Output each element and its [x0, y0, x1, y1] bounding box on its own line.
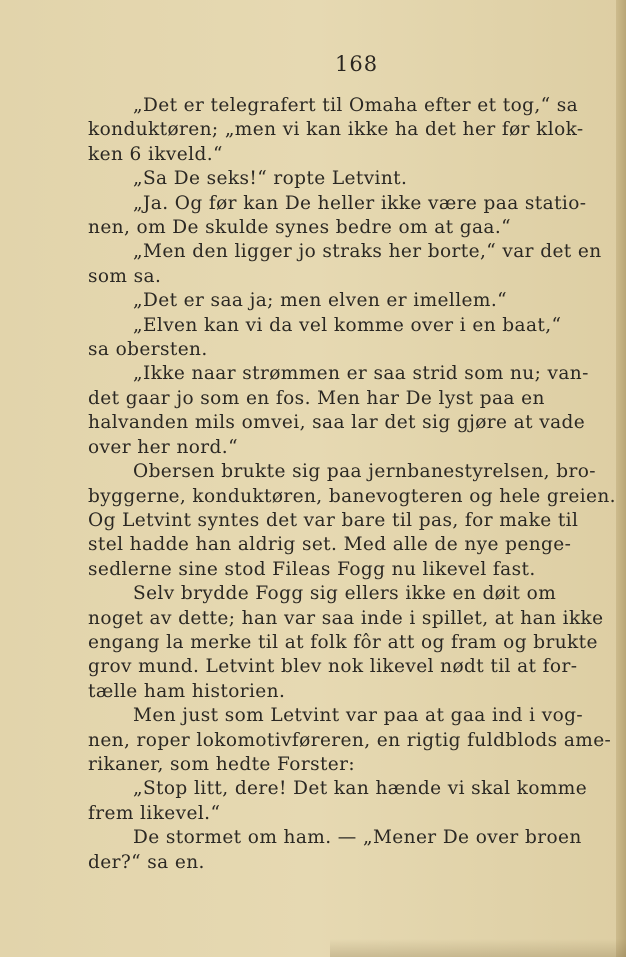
text-line: over her nord.“ [88, 436, 238, 458]
paragraph [88, 777, 608, 826]
text-line: Obersen brukte sig paa jernbanestyrelsen, bro- [133, 461, 596, 483]
text-line: Selv brydde Fogg sig ellers ikke en døit om [133, 583, 557, 605]
text-line: engang la merke til at folk fôr att og fram og brukte [88, 631, 598, 653]
text-line: halvanden mils omvei, saa lar det sig gjøre at vade [88, 412, 586, 434]
text-line: grov mund. Letvint blev nok likevel nødt til at for- [88, 656, 578, 678]
body-text [88, 94, 616, 875]
text-line: nen, om De skulde synes bedre om at gaa.“ [88, 217, 512, 239]
text-line: „Ikke naar strømmen er saa strid som nu; van- [133, 363, 589, 385]
text-line: stel hadde han aldrig set. Med alle de nye penge- [88, 534, 572, 556]
text-line: Men just som Letvint var paa at gaa ind i vog- [133, 705, 584, 727]
text-line: Og Letvint syntes det var bare til pas, for make til [88, 509, 579, 531]
text-line: byggerne, konduktøren, banevogteren og hele greien. [88, 485, 616, 507]
paragraph [88, 94, 608, 167]
text-line: „Det er saa ja; men elven er imellem.“ [133, 290, 507, 312]
text-line: som sa. [88, 265, 162, 287]
paragraph [88, 704, 612, 777]
paragraph [88, 362, 608, 460]
text-line: „Det er telegrafert til Omaha efter et tog,“ sa [133, 95, 579, 116]
text-line: „Ja. Og før kan De heller ikke være paa statio- [133, 192, 587, 214]
paragraph [88, 314, 608, 363]
text-line: „Men den ligger jo straks her borte,“ var det en [133, 241, 602, 263]
text-line: De stormet om ham. — „Mener De over broen [133, 827, 582, 849]
text-line: nen, roper lokomotivføreren, en rigtig fuldblods ame- [88, 729, 612, 751]
paragraph [88, 240, 608, 289]
paragraph [88, 460, 616, 582]
page-edge [616, 0, 626, 957]
paragraph [88, 826, 608, 875]
page-shadow [330, 939, 626, 957]
text-line: der?“ sa en. [88, 851, 205, 873]
text-line: „Stop litt, dere! Det kan hænde vi skal komme [133, 778, 588, 800]
text-line: konduktøren; „men vi kan ikke ha det her før klok- [88, 119, 584, 141]
text-line: tælle ham historien. [88, 680, 286, 702]
text-line: det gaar jo som en fos. Men har De lyst paa en [88, 387, 545, 409]
text-line: rikaner, som hedte Forster: [88, 753, 356, 775]
paragraph [88, 167, 608, 191]
paragraph [88, 289, 608, 313]
text-line: ken 6 ikveld.“ [88, 143, 223, 165]
text-line: sa obersten. [88, 339, 208, 361]
text-line: sedlerne sine stod Fileas Fogg nu likevel fast. [88, 558, 536, 580]
paragraph [88, 582, 608, 704]
text-line: „Elven kan vi da vel komme over i en baat,“ [133, 314, 562, 336]
text-line: „Sa De seks!“ ropte Letvint. [133, 168, 408, 190]
paragraph [88, 192, 608, 241]
text-line: frem likevel.“ [88, 802, 221, 824]
text-line: noget av dette; han var saa inde i spillet, at han ikke [88, 607, 604, 629]
page-number: 168 [335, 52, 379, 76]
